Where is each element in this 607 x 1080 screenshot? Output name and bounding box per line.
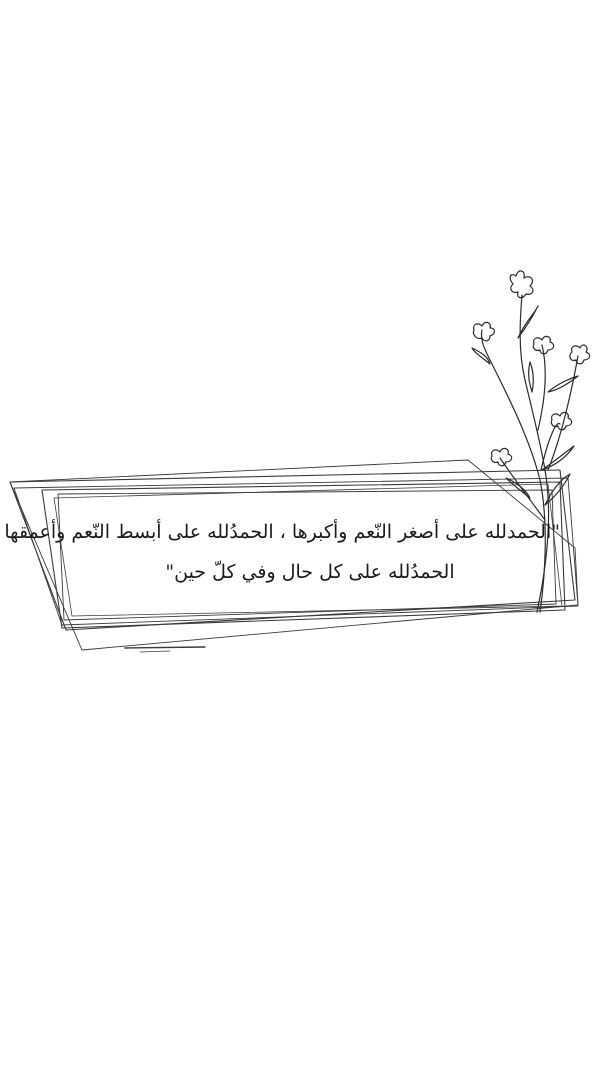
quote-line-2: الحمدُلله على كل حال وفي كلّ حين" — [165, 561, 455, 583]
quote-line-1: "الحمدلله على أصغر النّعم وأكبرها ، الحمدُلله على أبسط النّعم وأعمقها — [4, 521, 560, 543]
quote-text — [4, 512, 560, 592]
